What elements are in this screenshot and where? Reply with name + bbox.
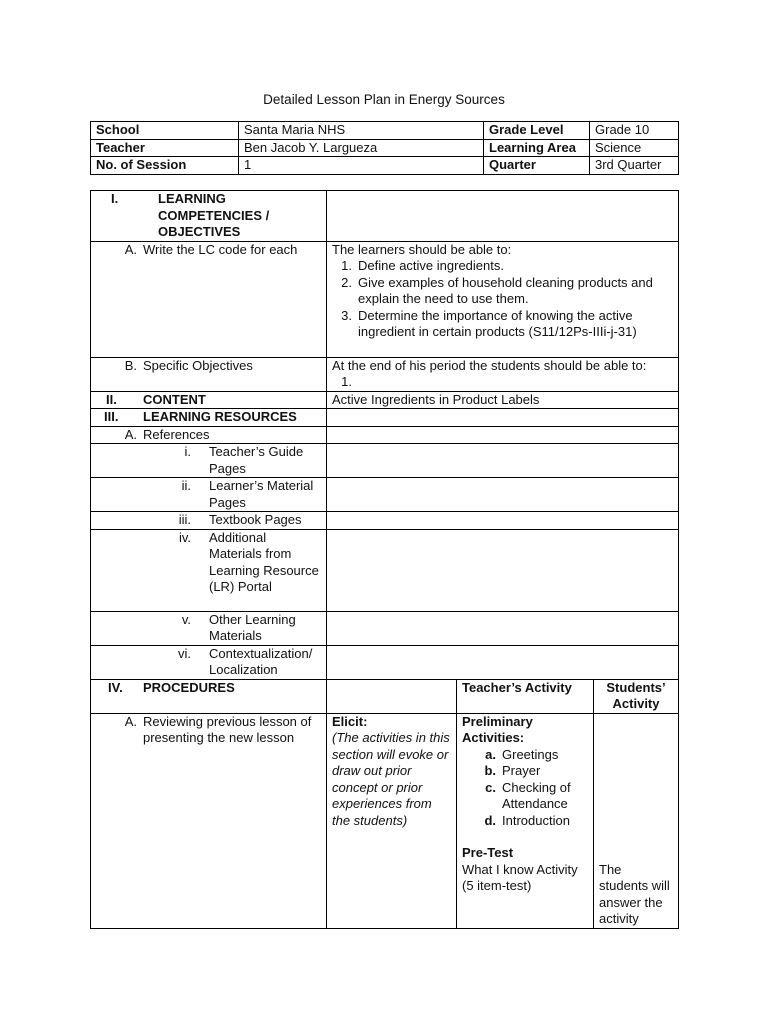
session-label: No. of Session: [91, 157, 239, 175]
row-ref-additional: iv. Additional Materials from Learning Resource (LR) Portal: [91, 529, 679, 611]
grade-value: Grade 10: [590, 122, 679, 140]
row-ref-learners-material: ii. Learner’s Material Pages: [91, 478, 679, 512]
pretest-description: What I know Activity (5 item-test): [462, 861, 578, 893]
row-learning-resources: [91, 409, 679, 427]
references-label: References: [143, 426, 210, 442]
section-number: IV.: [108, 679, 123, 695]
section-title: CONTENT: [143, 391, 206, 407]
item-letter: A.: [124, 713, 137, 729]
teacher-label: Teacher: [91, 139, 239, 157]
students-activity-header: Students’ Activity: [594, 679, 679, 713]
area-value: Science: [590, 139, 679, 157]
ref-label: Additional Materials from Learning Resource (LR) Portal: [209, 529, 319, 594]
ref-label: Textbook Pages: [209, 512, 302, 527]
empty-cell: [327, 191, 679, 242]
header-row-session: [91, 157, 679, 175]
quarter-value: 3rd Quarter: [590, 157, 679, 175]
section-title: LEARNING COMPETENCIES / OBJECTIVES: [158, 191, 270, 239]
ref-label: Teacher’s Guide Pages: [209, 444, 304, 476]
item-letter: B.: [124, 357, 137, 373]
elicit-title: Elicit:: [332, 713, 368, 729]
list-item: a. Greetings: [485, 746, 559, 762]
lc-intro: The learners should be able to:: [332, 241, 512, 257]
row-ref-textbook: iii. Textbook Pages: [91, 512, 679, 530]
list-item: 1.: [341, 374, 352, 389]
empty-cell: [327, 679, 457, 713]
list-item: 3. Determine the importance of knowing the active ingredient in certain products (S11/12Ps-IIIi-j-31): [341, 307, 637, 339]
row-lc-code: [91, 241, 679, 357]
ref-label: Contextualization/ Localization: [209, 645, 313, 677]
teacher-activity-header: Teacher’s Activity: [457, 679, 594, 713]
list-item: b. Prayer: [484, 763, 541, 778]
item-letter: A.: [124, 241, 137, 257]
empty-cell: [327, 409, 679, 427]
section-title: LEARNING RESOURCES: [143, 409, 297, 424]
session-value: 1: [239, 157, 484, 175]
objectives-intro: At the end of his period the students should be able to:: [332, 357, 647, 373]
row-reviewing-lesson: [91, 713, 679, 928]
page-title: Detailed Lesson Plan in Energy Sources: [263, 92, 505, 107]
teacher-value: Ben Jacob Y. Largueza: [239, 139, 484, 157]
row-specific-objectives: [91, 357, 679, 391]
row-ref-contextualization: vi. Contextualization/ Localization: [91, 645, 679, 679]
grade-label: Grade Level: [484, 122, 590, 140]
row-references: [91, 426, 679, 444]
school-value: Santa Maria NHS: [239, 122, 484, 140]
list-item: 1. Define active ingredients.: [341, 258, 504, 273]
lesson-plan-table: [90, 190, 679, 929]
content-value: Active Ingredients in Product Labels: [327, 391, 679, 409]
list-item: d. Introduction: [484, 812, 570, 828]
lc-code-label: Write the LC code for each: [143, 241, 298, 257]
list-item: c. Checking of Attendance: [485, 779, 571, 811]
header-row-school: [91, 122, 679, 140]
preliminary-list: [462, 747, 588, 830]
pretest-title: Pre-Test: [462, 845, 514, 860]
quarter-label: Quarter: [484, 157, 590, 175]
header-table: [90, 121, 679, 175]
ref-label: Learner’s Material Pages: [209, 478, 314, 510]
section-number: I.: [111, 191, 119, 206]
row-ref-teachers-guide: i. Teacher’s Guide Pages: [91, 444, 679, 478]
section-number: II.: [106, 391, 117, 407]
row-procedures: [91, 679, 679, 713]
empty-cell: [327, 426, 679, 444]
objectives-list: [332, 374, 673, 391]
section-number: III.: [104, 409, 119, 424]
row-learning-competencies: [91, 191, 679, 242]
row-content: [91, 391, 679, 409]
item-letter: A.: [124, 426, 137, 442]
lc-list: [332, 258, 673, 341]
preliminary-title: Preliminary Activities:: [462, 713, 533, 745]
row-ref-other: v. Other Learning Materials: [91, 611, 679, 645]
school-label: School: [91, 122, 239, 140]
reviewing-label: Reviewing previous lesson of presenting the new lesson: [143, 713, 312, 745]
specific-objectives-label: Specific Objectives: [143, 357, 253, 373]
elicit-description: (The activities in this section will evoke or draw out prior concept or prior experiences from the students): [332, 730, 450, 828]
list-item: 2. Give examples of household cleaning products and explain the need to use them.: [341, 274, 653, 306]
header-row-teacher: [91, 139, 679, 157]
ref-label: Other Learning Materials: [209, 611, 296, 643]
area-label: Learning Area: [484, 139, 590, 157]
section-title: PROCEDURES: [143, 679, 235, 695]
students-answer: The students will answer the activity: [599, 861, 670, 926]
